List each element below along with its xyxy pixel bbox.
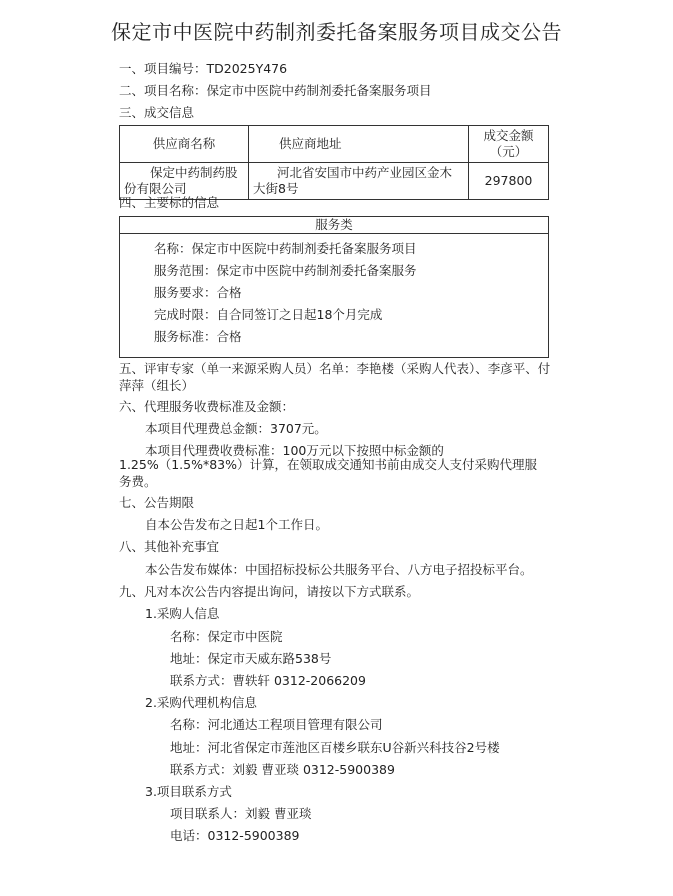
purchaser-address: 地址：保定市天威东路538号 [170,651,332,666]
publishing-media: 本公告发布媒体：中国招标投标公共服务平台、八方电子招投标平台。 [145,562,533,577]
agency-info-heading: 2.采购代理机构信息 [145,695,257,710]
page-title: 保定市中医院中药制剂委托备案服务项目成交公告 [111,20,562,44]
deal-info-heading: 三、成交信息 [119,105,195,120]
agency-name: 名称：河北通达工程项目管理有限公司 [170,717,383,732]
review-experts: 五、评审专家（单一来源采购人员）名单：李艳楼（采购人代表）、李彦平、付萍萍（组长） [119,361,551,393]
header-supplier-address: 供应商地址 [249,126,469,163]
purchaser-contact: 联系方式：曹轶轩 0312-2066209 [170,673,366,688]
table-header-row [120,126,549,163]
agency-fee-standard: 本项目代理费收费标准：100万元以下按照中标金额的 [145,443,444,458]
service-requirement: 服务要求：合格 [154,285,242,300]
service-standard: 服务标准：合格 [154,329,242,344]
header-deal-amount: 成交金额（元） [469,126,549,163]
agency-fee-total: 本项目代理费总金额：3707元。 [145,421,327,436]
project-contact-phone: 电话：0312-5900389 [170,828,300,843]
notice-period-heading: 七、公告期限 [119,495,195,510]
project-contact-person: 项目联系人：刘毅 曹亚琰 [170,806,312,821]
cell-supplier-name: 保定中药制药股份有限公司 [120,163,249,200]
project-contact-heading: 3.项目联系方式 [145,784,232,799]
purchaser-info-heading: 1.采购人信息 [145,606,220,621]
cell-deal-amount: 297800 [469,163,549,200]
project-name: 二、项目名称：保定市中医院中药制剂委托备案服务项目 [119,83,432,98]
main-subject-heading: 四、主要标的信息 [119,195,220,210]
service-name: 名称：保定市中医院中药制剂委托备案服务项目 [154,241,417,256]
project-number: 一、项目编号：TD2025Y476 [119,61,288,76]
agency-address: 地址：河北省保定市莲池区百楼乡联东U谷新兴科技谷2号楼 [170,740,500,755]
agency-fee-heading: 六、代理服务收费标准及金额： [119,399,295,414]
cell-supplier-address: 河北省安国市中药产业园区金木大街8号 [249,163,469,200]
agency-fee-standard-detail: 1.25%（1.5%*83%）计算，在领取成交通知书前由成交人支付采购代理服务费。 [119,457,538,489]
service-category-header: 服务类 [120,217,548,234]
notice-period: 自本公告发布之日起1个工作日。 [145,517,328,532]
agency-contact: 联系方式：刘毅 曹亚琰 0312-5900389 [170,762,395,777]
service-deadline: 完成时限：自合同签订之日起18个月完成 [154,307,383,322]
contact-heading: 九、凡对本次公告内容提出询问，请按以下方式联系。 [119,584,420,599]
service-scope: 服务范围：保定市中医院中药制剂委托备案服务 [154,263,417,278]
other-matters-heading: 八、其他补充事宜 [119,539,220,554]
header-supplier-name: 供应商名称 [120,126,249,163]
purchaser-name: 名称：保定市中医院 [170,629,283,644]
service-box [119,216,549,358]
supplier-table [119,125,549,200]
